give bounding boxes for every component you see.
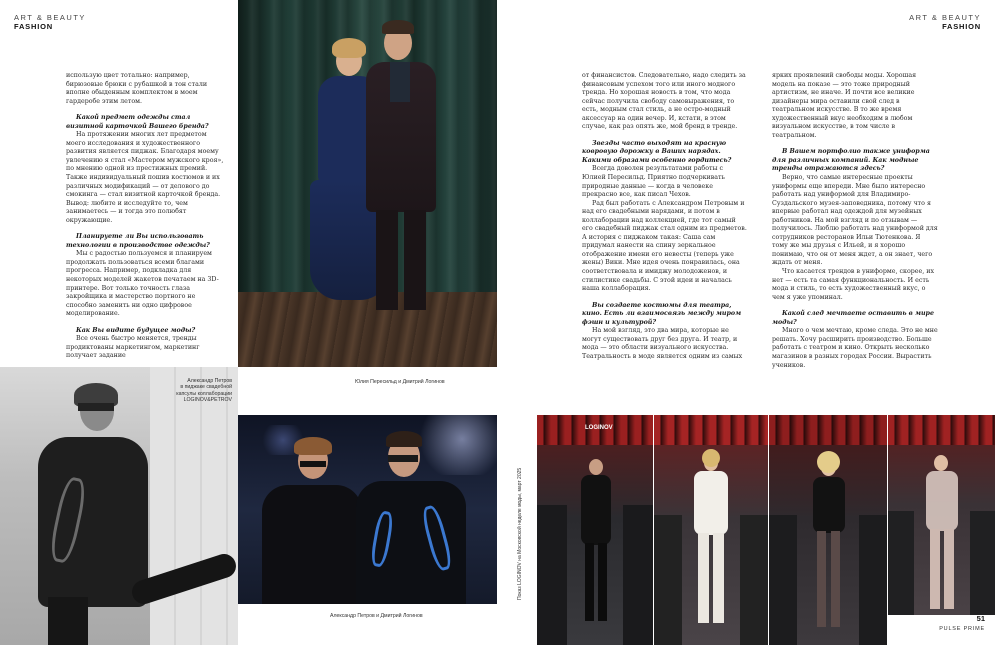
runway-photo-1 bbox=[537, 415, 653, 645]
question: Как Вы видите будущее моды? bbox=[76, 326, 196, 334]
question: Какой след мечтаете оставить в мире моды? bbox=[772, 310, 934, 326]
photo-petrov-jacket bbox=[0, 367, 238, 645]
answer: Всегда доволен результатами работы с Юлией Пересильд. Приятно подчеркивать природные данные — когда в человеке прекрасно все, как писал Чехов. bbox=[582, 165, 725, 199]
paragraph: от финансистов. Следовательно, надо следить за финансовым успехом того или иного модного тренда. Но хорошая новость в том, что мода сейчас получила свободу самовыражения, то есть, модным стал стиль, а не остро-модный аксессуар на один вечер. И, кстати, в этом случае, как раз опять же, мой бренд в тренде. bbox=[582, 72, 746, 131]
question: Вы создаете костюмы для театра, кино. Есть ли взаимосвязь между миром фэшн и культурой? bbox=[582, 301, 742, 326]
caption-duo-photo: Александр Петров и Дмитрий Логинов bbox=[330, 613, 423, 619]
article-column-1 bbox=[66, 72, 226, 361]
answer: Верно, что самые интересные проекты униформы еще впереди. Мне было интересно работать над униформой для Владимиро-Суздальского музея-заповедника, потому что я впервые работал над одеждой для музейных работников. На мой взгляд и по отзывам — получилось. Люблю работать над униформой для сотрудников ресторанов Ильи Тютенкова. Я тому же мы друзья с Ильей, и я хорошо понимаю, что он от меня ждет, а он знает, чего ждать от меня. bbox=[772, 174, 938, 267]
runway-sign: LOGINOV bbox=[585, 425, 613, 431]
answer: Много о чем мечтаю, кроме следа. Это не мне решать. Хочу расширить производство. Больше работать с театром и кино. Открыть несколько магазинов в разных городах России. Вырастить учеников. bbox=[772, 327, 938, 369]
header-tag-right: ART & BEAUTY bbox=[909, 13, 981, 22]
answer: На мой взгляд, это два мира, которые не могут существовать друг без друга. И театр, и мода — это области визуального искусства. Театральность в моде является одним из самых bbox=[582, 327, 743, 360]
question: Планируете ли Вы использовать технологии в производстве одежды? bbox=[66, 233, 210, 249]
caption-main-photo: Юлия Пересильд и Дмитрий Логинов bbox=[355, 379, 445, 385]
runway-photo-2 bbox=[654, 415, 768, 645]
runway-photo-4 bbox=[888, 415, 995, 615]
answer: Рад был работать с Александром Петровым и над его свадебными нарядами, и потом в коллаборации над коллекцией, где тот самый его свадебный пиджак стал одним из предметов. А история с пиджаком такая: Саша сам придумал нанести на спину зеркальное отображение имени его невесты (теперь уже жены) Вики. Мне идея очень понравилась, она соответствовала и имиджу молодоженов, и стилистике свадьбы. С этой идеи и началась наша коллаборация. bbox=[582, 199, 747, 293]
answer: Мы с радостью пользуемся и планируем продолжать пользоваться всеми благами прогресса. Например, подкладка для некоторых моделей жакетов печатаем на 3D-принтере. Вот только точность глаза закройщика и мастерство портного не способно заменить ни одно цифровое моделирование. bbox=[66, 250, 219, 318]
answer: Что касается трендов в униформе, скорее, их нет — есть та самая функциональность. И есть мода и стиль, то есть художественный вкус, о чем я уже упоминал. bbox=[772, 268, 934, 301]
main-photo-couple bbox=[238, 0, 497, 367]
photo-petrov-loginov bbox=[238, 415, 497, 604]
question: В Вашем портфолио также униформа для различных компаний. Как модные тренды отражаются здесь? bbox=[772, 148, 930, 173]
article-column-3 bbox=[772, 72, 938, 370]
page-number: 51 bbox=[976, 614, 985, 623]
caption-left-photo: Александр Петров в пиджаке свадебной капсулы коллаборации LOGINOV&PETROV bbox=[176, 378, 232, 403]
answer: Все очень быстро меняется, тренды продиктованы маркетингом, маркетинг получает задание bbox=[66, 335, 200, 360]
magazine-name: PULSE PRIME bbox=[939, 626, 985, 632]
paragraph: использую цвет тотально: например, бирюзовые брюки с рубашкой в тон стали вполне обыденным комплектом в моем гардеробе этим летом. bbox=[66, 72, 208, 105]
article-column-2 bbox=[582, 72, 748, 362]
paragraph: ярких проявлений свободы моды. Хорошая модель на показе — это тоже природный артистизм, не иначе. И почти все великие дизайнеры мира оставили свой след в театральном искусстве. В то же время художественный вкус необходим в любом визуальном искусстве, в том числе в театральном. bbox=[772, 72, 917, 139]
runway-photo-3 bbox=[769, 415, 887, 645]
header-section-left: FASHION bbox=[14, 22, 53, 31]
caption-runway: Показ LOGINOV на Московской неделе моды, март 2025 bbox=[517, 467, 523, 600]
question: Звезды часто выходят на красную ковровую дорожку в Ваших нарядах. Какими образами особенно гордитесь? bbox=[582, 139, 732, 164]
header-tag-left: ART & BEAUTY bbox=[14, 13, 86, 22]
answer: На протяжении многих лет предметом моего исследования и художественного развития является пиджак. Благодаря моему увлечению я стал «Мастером мужского кроя», по мнению одной из престижных премий. Также индивидуальный пошив костюмов и их различных модификаций — от делового до смокинга — стал визитной карточкой бренда. Вывод: любите и исследуйте то, чем занимаетесь — и тогда это полюбят окружающие. bbox=[66, 131, 224, 224]
header-section-right: FASHION bbox=[942, 22, 981, 31]
question: Какой предмет одежды стал визитной карточкой Вашего бренда? bbox=[66, 114, 209, 130]
